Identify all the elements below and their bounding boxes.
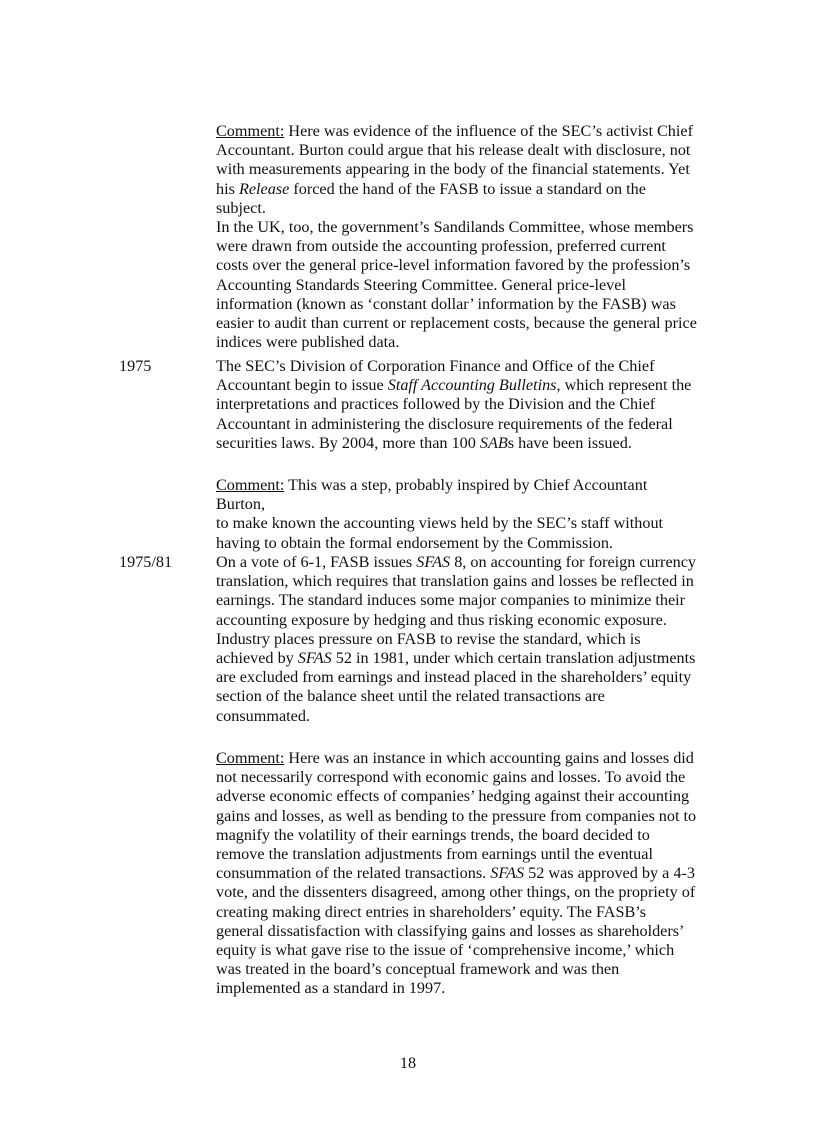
text-line	[216, 434, 698, 453]
text-line	[216, 591, 698, 610]
text-run: having to obtain the formal endorsement by the Commission.	[216, 533, 613, 552]
text-line	[216, 180, 698, 218]
text-run: are excluded from earnings and instead placed in the shareholders’ equity	[216, 668, 692, 687]
text-run: Accounting Standards Steering Committee. General price-level	[216, 275, 626, 294]
text-run: , which represent the	[556, 376, 692, 395]
text-run: securities laws. By 2004, more than 100	[216, 433, 480, 452]
entry-year: 1975	[119, 357, 152, 375]
text-run: adverse economic effects of companies’ hedging against their accounting	[216, 787, 690, 806]
text-line	[216, 687, 698, 706]
text-line	[216, 553, 698, 572]
italic-term: Release	[238, 179, 290, 198]
text-line	[216, 749, 698, 768]
text-run: implemented as a standard in 1997.	[216, 979, 446, 998]
text-line	[216, 922, 698, 941]
text-run: Accountant in administering the disclosure requirements of the federal	[216, 414, 673, 433]
text-line	[216, 534, 698, 553]
text-line	[216, 314, 698, 333]
text-line	[216, 630, 698, 649]
text-run: s have been issued.	[507, 433, 632, 452]
text-line	[216, 826, 698, 845]
text-run: translation, which requires that translation gains and losses be reflected in	[216, 572, 694, 591]
text-line	[216, 376, 698, 395]
text-run: consummated.	[216, 706, 310, 725]
text-run: general dissatisfaction with classifying gains and losses as shareholders’	[216, 921, 685, 940]
text-line	[216, 668, 698, 687]
text-line	[216, 845, 698, 864]
italic-term: SFAS	[297, 649, 332, 668]
text-line	[216, 395, 698, 414]
text-run: indices were published data.	[216, 333, 400, 352]
entry-text	[216, 357, 698, 453]
text-run: remove the translation adjustments from earnings until the eventual	[216, 845, 653, 864]
text-line	[216, 333, 698, 352]
text-line	[216, 357, 698, 376]
text-run: achieved by	[216, 649, 298, 668]
comment-label: Comment:	[216, 749, 285, 767]
text-run: Here was an instance in which accounting gains and losses did	[284, 749, 694, 767]
text-run: On a vote of 6-1, FASB issues	[216, 553, 417, 571]
text-line	[216, 514, 698, 533]
italic-term: SFAS	[490, 864, 525, 883]
text-run: information (known as ‘constant dollar’ information by the FASB) was	[216, 294, 676, 313]
text-run: Accountant begin to issue	[216, 376, 388, 395]
entry-text	[216, 553, 698, 726]
text-run: In the UK, too, the government’s Sandilands Committee, whose members	[216, 218, 694, 237]
comment-label: Comment:	[216, 122, 285, 140]
text-run: equity is what gave rise to the issue of ‘comprehensive income,’ which	[216, 941, 675, 960]
text-line	[216, 572, 698, 591]
entry-text	[216, 122, 698, 352]
text-line	[216, 160, 698, 179]
text-line	[216, 883, 698, 902]
text-line	[216, 415, 698, 434]
text-run: consummation of the related transactions.	[216, 864, 491, 883]
text-run: with measurements appearing in the body of the financial statements. Yet	[216, 160, 690, 179]
entry-text	[216, 476, 698, 553]
comment-label: Comment:	[216, 476, 285, 494]
text-run: magnify the volatility of their earnings trends, the board decided to	[216, 825, 650, 844]
text-line	[216, 611, 698, 630]
text-run: section of the balance sheet until the related transactions are	[216, 687, 605, 706]
page-number: 18	[399, 1054, 417, 1072]
text-line	[216, 807, 698, 826]
text-run: Accountant. Burton could argue that his release dealt with disclosure, not	[216, 141, 691, 160]
italic-term: Staff Accounting Bulletins	[387, 376, 557, 395]
text-line	[216, 787, 698, 806]
text-line	[216, 941, 698, 960]
text-run: vote, and the dissenters disagreed, among other things, on the propriety of	[216, 883, 696, 902]
text-line	[216, 903, 698, 922]
text-run: 52 in 1981, under which certain translation adjustments	[331, 649, 696, 668]
text-run: This was a step, probably inspired by Chief Accountant Burton,	[216, 476, 648, 514]
text-line	[216, 256, 698, 275]
text-run: creating making direct entries in shareholders’ equity. The FASB’s	[216, 902, 647, 921]
text-line	[216, 707, 698, 726]
text-line	[216, 476, 698, 514]
text-run: The SEC’s Division of Corporation Finance and Office of the Chief	[216, 357, 655, 375]
text-line	[216, 218, 698, 237]
text-run: gains and losses, as well as bending to the pressure from companies not to	[216, 806, 697, 825]
text-line	[216, 960, 698, 979]
text-run: not necessarily correspond with economic gains and losses. To avoid the	[216, 768, 686, 787]
text-line	[216, 768, 698, 787]
text-line	[216, 141, 698, 160]
text-run: was treated in the board’s conceptual framework and was then	[216, 960, 620, 979]
text-run: easier to audit than current or replacement costs, because the general price	[216, 314, 697, 333]
entry-year: 1975/81	[119, 553, 173, 571]
text-line	[216, 649, 698, 668]
italic-term: SFAS	[416, 553, 451, 571]
text-run: costs over the general price-level information favored by the profession’s	[216, 256, 691, 275]
text-line	[216, 122, 698, 141]
text-run: to make known the accounting views held by the SEC’s staff without	[216, 514, 664, 533]
text-run: accounting exposure by hedging and thus risking economic exposure.	[216, 610, 667, 629]
text-run: 8, on accounting for foreign currency	[450, 553, 697, 571]
text-run: Here was evidence of the influence of the SEC’s activist Chief	[284, 122, 693, 140]
text-run: earnings. The standard induces some major companies to minimize their	[216, 591, 686, 610]
text-line	[216, 979, 698, 998]
entry-text	[216, 749, 698, 999]
text-run: interpretations and practices followed by the Division and the Chief	[216, 395, 656, 414]
text-run: were drawn from outside the accounting profession, preferred current	[216, 237, 666, 256]
text-run: his	[216, 179, 239, 198]
text-run: forced the hand of the FASB to issue a standard on the subject.	[216, 179, 646, 217]
text-run: 52 was approved by a 4-3	[524, 864, 695, 883]
text-line	[216, 276, 698, 295]
text-run: Industry places pressure on FASB to revise the standard, which is	[216, 629, 641, 648]
italic-term: SAB	[479, 433, 508, 452]
text-line	[216, 864, 698, 883]
text-line	[216, 237, 698, 256]
text-line	[216, 295, 698, 314]
